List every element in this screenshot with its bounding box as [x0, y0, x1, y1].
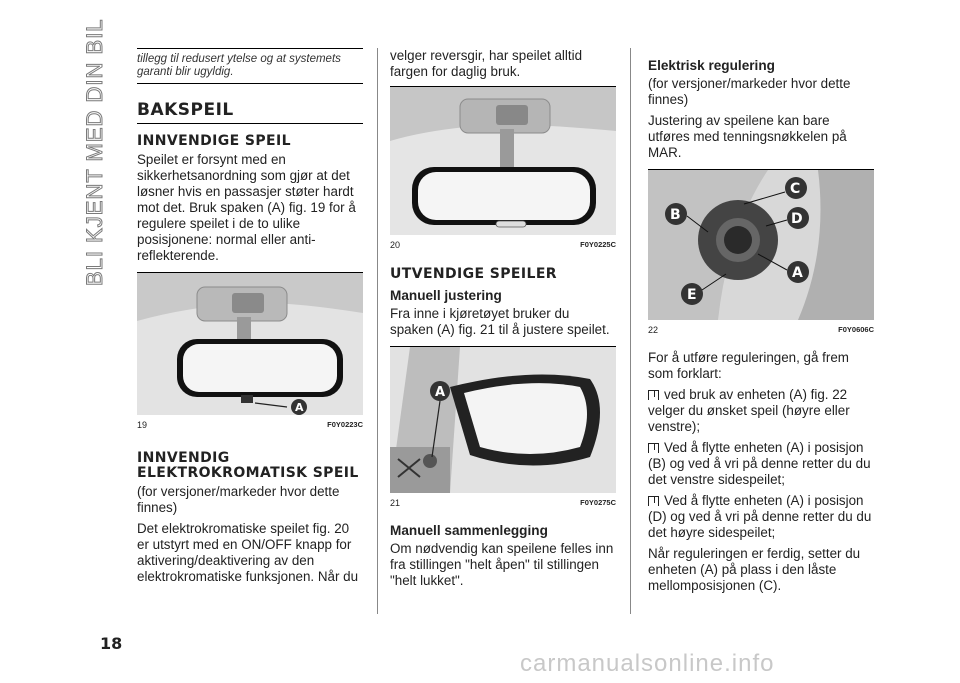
bullet-item	[648, 387, 874, 435]
paragraph: Det elektrokromatiske speilet fig. 20 er utstyrt med en ON/OFF knapp for aktivering/deaktivering av den elektrokromatiske funksjonen. Når du	[137, 521, 359, 584]
section-heading: BAKSPEIL	[137, 102, 363, 124]
figure-code: F0Y0223C	[327, 420, 363, 429]
figure-code: F0Y0275C	[580, 498, 616, 507]
watermark: carmanualsonline.info	[520, 650, 775, 677]
control-label-d: D	[791, 211, 803, 227]
figure-number: 21	[390, 498, 401, 508]
paragraph: Justering av speilene kan bare utføres med tenningsnøkkelen på MAR.	[648, 113, 847, 160]
side-tab-text: BLI KJENT MED DIN BIL	[82, 18, 107, 286]
page-number: 18	[100, 634, 123, 653]
control-label-b: B	[670, 207, 681, 223]
paragraph: Når reguleringen er ferdig, setter du enheten (A) på plass i den låste mellomposisjonen (C).	[648, 546, 861, 593]
figure-number: 19	[137, 420, 148, 430]
column-divider	[377, 48, 378, 614]
bullet-text: Ved å flytte enheten (A) i posisjon (B) og ved å vri på denne retter du du det venstre sidespeilet;	[648, 440, 871, 487]
figure-number: 20	[390, 240, 401, 250]
figure-label: A	[295, 401, 304, 414]
bullet-icon	[648, 390, 659, 400]
figure-21	[390, 346, 616, 511]
figure-19	[137, 272, 363, 433]
control-label-e: E	[687, 287, 697, 303]
section-side-tab	[82, 18, 108, 286]
paragraph: Fra inne i kjøretøyet bruker du spaken (A) fig. 21 til å justere speilet.	[390, 306, 610, 337]
subheading: Elektrisk regulering	[648, 58, 775, 73]
subsection-heading: INNVENDIG ELEKTROKROMATISK SPEIL	[137, 450, 359, 481]
subheading: Manuell sammenlegging	[390, 523, 548, 538]
figure-code: F0Y0225C	[580, 240, 616, 249]
figure-label: A	[435, 385, 446, 400]
bullet-item	[648, 440, 874, 488]
control-label-c: C	[790, 181, 801, 197]
control-label-a: A	[792, 265, 803, 281]
column-3	[648, 58, 874, 599]
subsection-heading: UTVENDIGE SPEILER	[390, 266, 557, 282]
figure-number: 22	[648, 325, 659, 335]
paragraph: (for versjoner/markeder hvor dette finnes)	[137, 484, 340, 515]
paragraph: velger reversgir, har speilet alltid fargen for daglig bruk.	[390, 48, 583, 79]
figure-code: F0Y0606C	[838, 325, 874, 334]
bullet-text: Ved å flytte enheten (A) i posisjon (D) og ved å vri på denne retter du du det høyre sidespeilet;	[648, 493, 872, 540]
column-1	[137, 48, 363, 590]
paragraph: For å utføre reguleringen, gå frem som forklart:	[648, 350, 849, 381]
figure-20	[390, 86, 616, 253]
bullet-icon	[648, 496, 659, 506]
warning-note: tillegg til redusert ytelse og at systemets garanti blir ugyldig.	[137, 48, 363, 84]
electrochromic-mirror-illustration	[390, 87, 616, 235]
bullet-icon	[648, 443, 659, 453]
bullet-item	[648, 493, 874, 541]
figure-22	[648, 169, 874, 338]
bullet-text: ved bruk av enheten (A) fig. 22 velger du ønsket speil (høyre eller venstre);	[648, 387, 850, 434]
subsection-heading: INNVENDIGE SPEIL	[137, 133, 291, 149]
subheading: Manuell justering	[390, 288, 502, 303]
paragraph: Speilet er forsynt med en sikkerhetsanordning som gjør at det løsner hvis en passasjer støter hardt mot det. Bruk spaken (A) fig. 19 for å regulere speilet i de to ulike posisjonene: normal eller anti-reflekterende.	[137, 152, 356, 263]
column-divider	[630, 48, 631, 614]
interior-mirror-illustration	[137, 273, 363, 415]
mirror-control-illustration	[648, 170, 874, 320]
paragraph: (for versjoner/markeder hvor dette finnes)	[648, 76, 851, 107]
exterior-mirror-illustration	[390, 347, 616, 493]
column-2	[390, 48, 616, 594]
paragraph: Om nødvendig kan speilene felles inn fra stillingen "helt åpen" til stillingen "helt lukket".	[390, 541, 614, 588]
